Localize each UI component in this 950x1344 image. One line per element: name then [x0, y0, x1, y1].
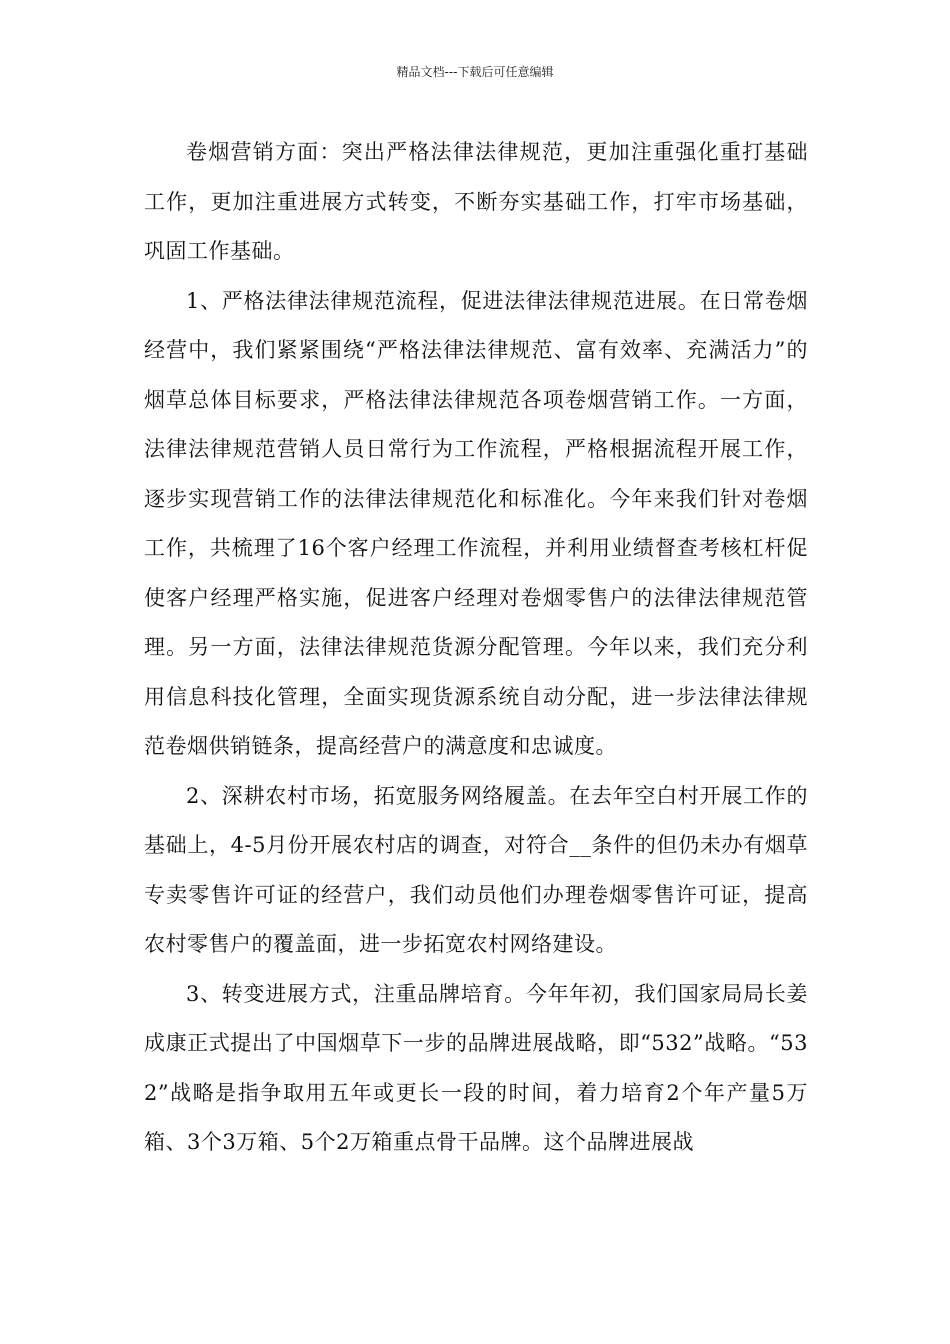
paragraph-intro: 卷烟营销方面：突出严格法律法律规范，更加注重强化重打基础工作，更加注重进展方式转变，不断夯实基础工作，打牢市场基础，巩固工作基础。	[144, 140, 808, 263]
paragraph-item-2: 2、深耕农村市场，拓宽服务网络履盖。在去年空白村开展工作的基础上，4-5月份开展农村店的调查，对符合__条件的但仍未办有烟草专卖零售许可证的经营户，我们动员他们办理卷烟零售许可证，提高农村零售户的覆盖面，进一步拓宽农村网络建设。	[144, 783, 808, 956]
document-body	[144, 128, 808, 1168]
page-header: 精品文档---下载后可任意编辑	[396, 65, 554, 79]
paragraph-item-1: 1、严格法律法律规范流程，促进法律法律规范进展。在日常卷烟经营中，我们紧紧围绕“严格法律法律规范、富有效率、充满活力”的烟草总体目标要求，严格法律法律规范各项卷烟营销工作。一方面，法律法律规范营销人员日常行为工作流程，严格根据流程开展工作，逐步实现营销工作的法律法律规范化和标准化。今年来我们针对卷烟工作，共梳理了16个客户经理工作流程，并利用业绩督查考核杠杆促使客户经理严格实施，促进客户经理对卷烟零售户的法律法律规范管理。另一方面，法律法律规范货源分配管理。今年以来，我们充分利用信息科技化管理，全面实现货源系统自动分配，进一步法律法律规范卷烟供销链条，提高经营户的满意度和忠诚度。	[144, 288, 808, 758]
paragraph-item-3: 3、转变进展方式，注重品牌培育。今年年初，我们国家局局长姜成康正式提出了中国烟草下一步的品牌进展战略，即“532”战略。“532”战略是指争取用五年或更长一段的时间，着力培育2个年产量5万箱、3个3万箱、5个2万箱重点骨干品牌。这个品牌进展战	[144, 981, 808, 1154]
